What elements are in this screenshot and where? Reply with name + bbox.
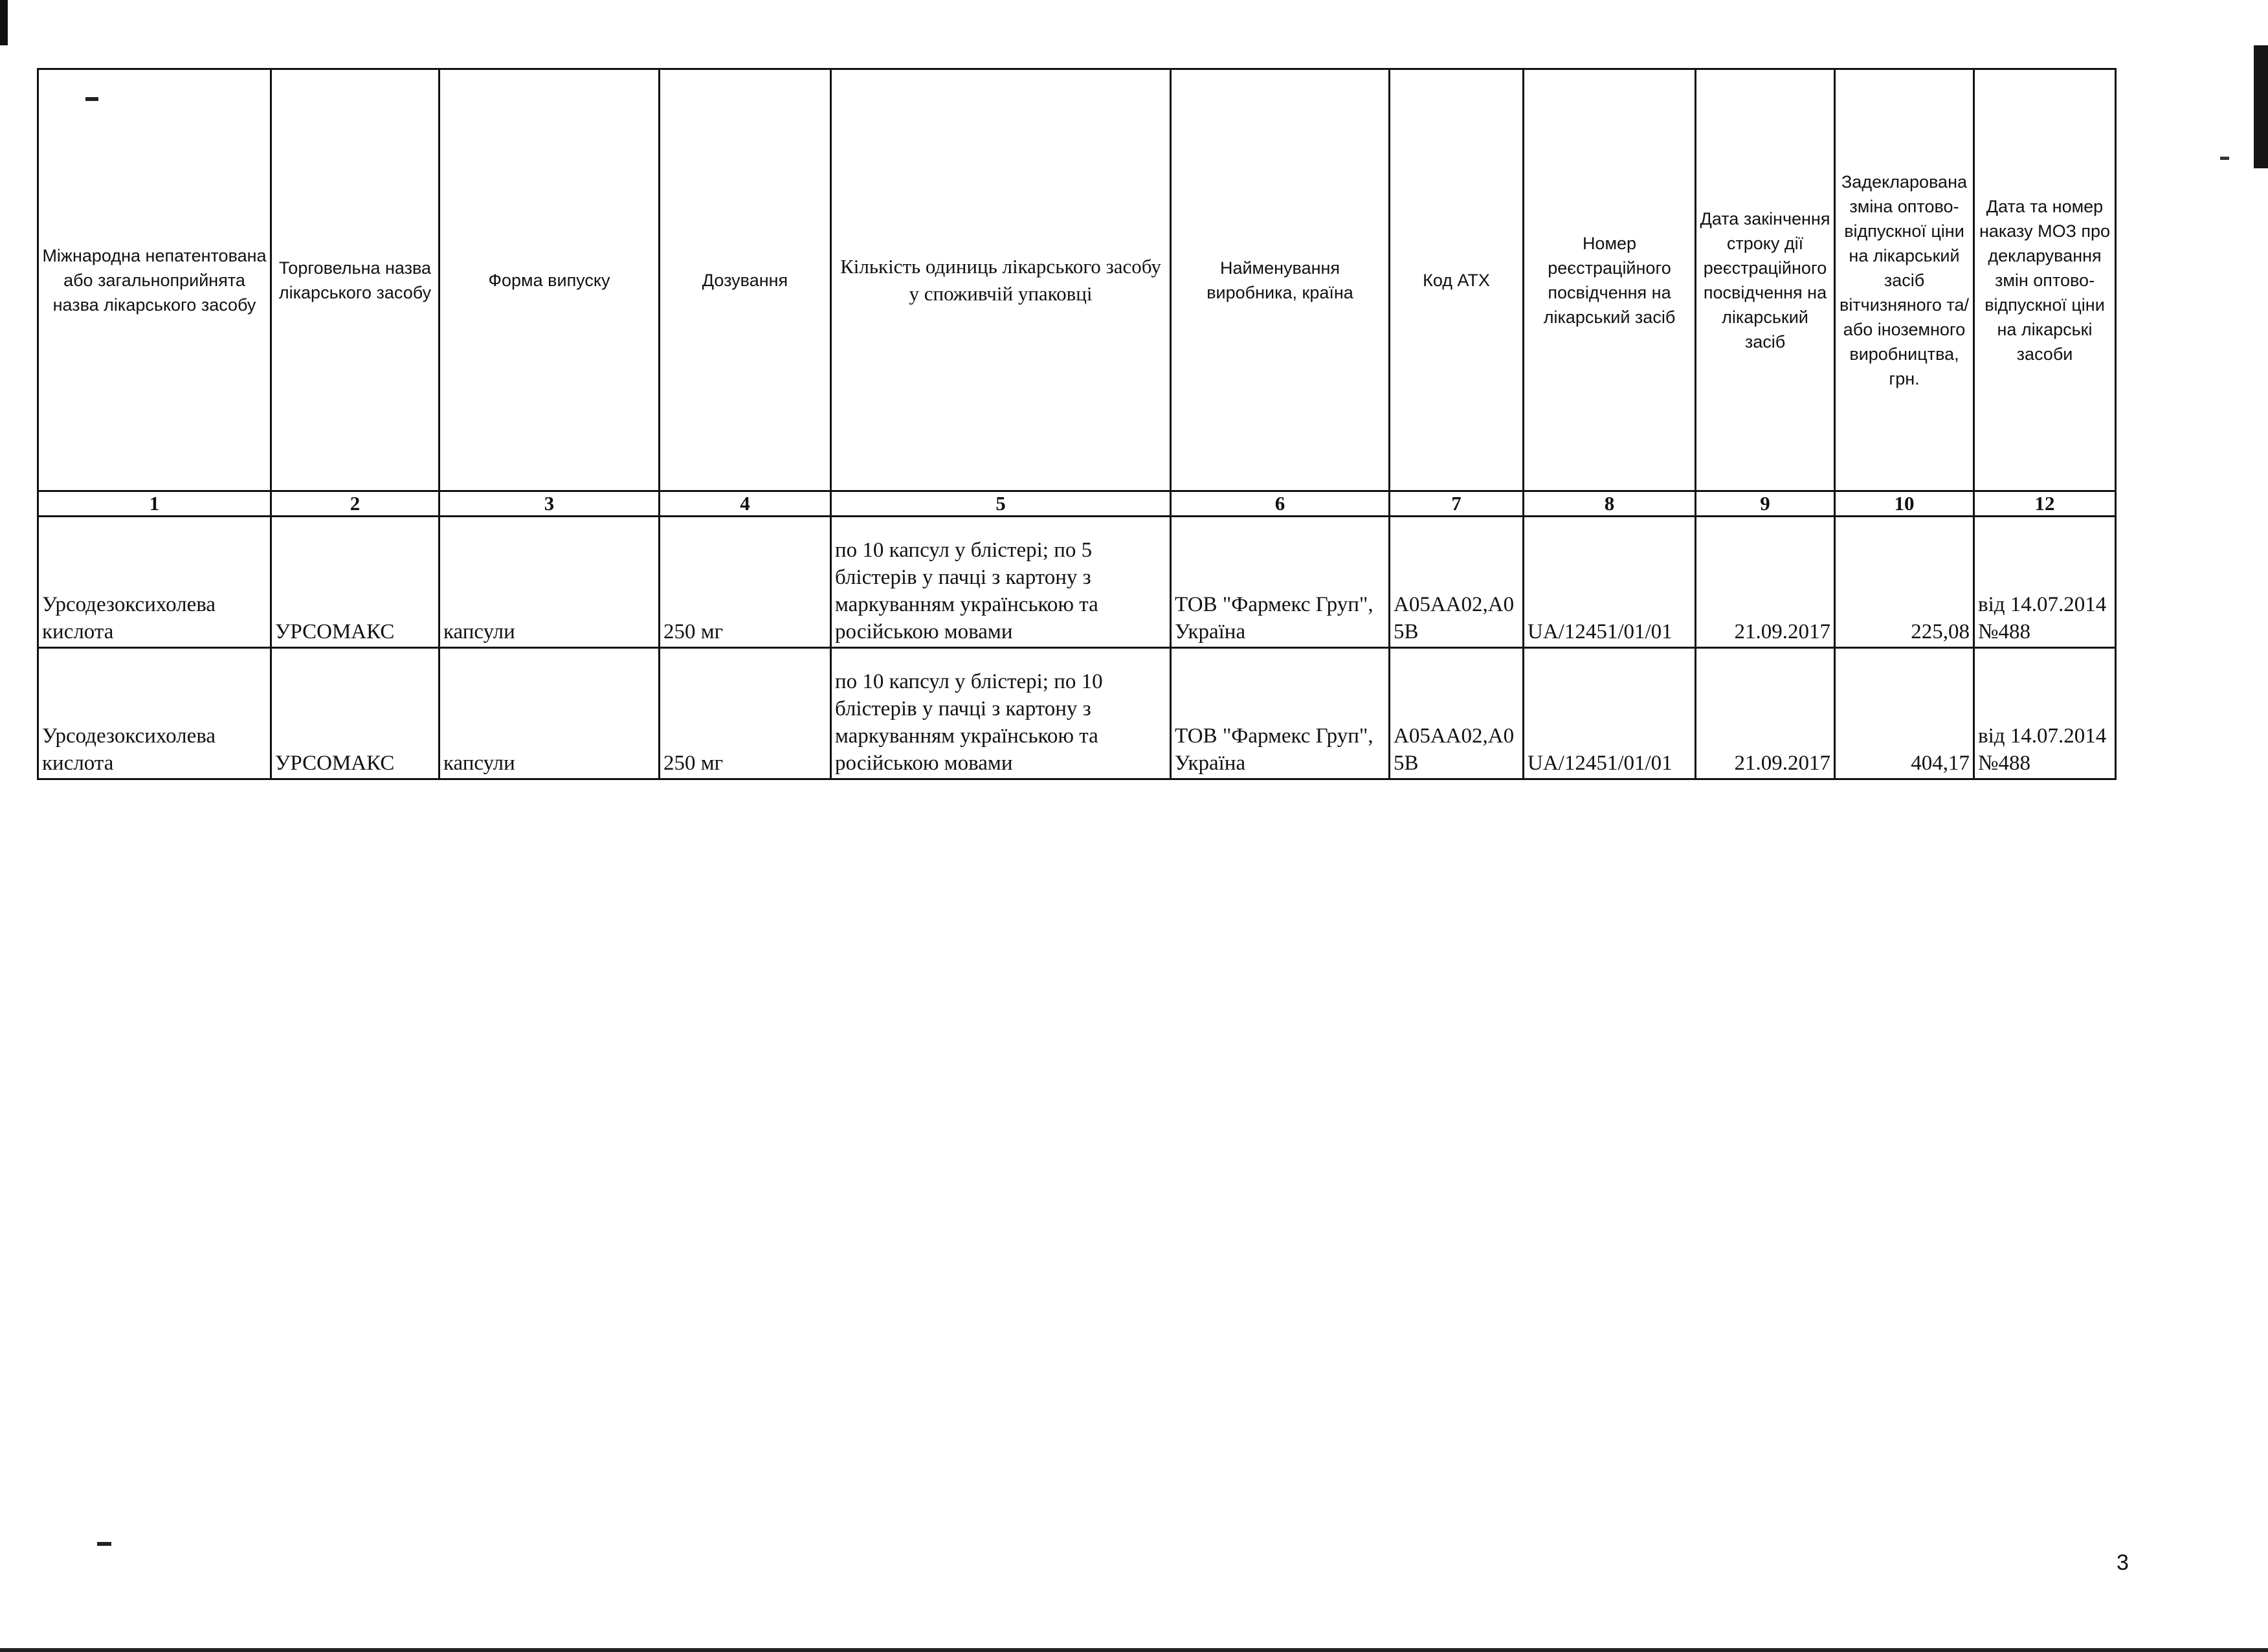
cell-trade-name: УРСОМАКС	[271, 648, 439, 779]
column-number: 6	[1171, 491, 1390, 517]
cell-order-date: від 14.07.2014 №488	[1974, 648, 2116, 779]
scan-edge-left	[0, 0, 8, 45]
cell-inn: Урсодезоксихолева кислота	[38, 517, 271, 648]
column-number: 5	[831, 491, 1171, 517]
header-trade-name: Торговельна назва лікарського засобу	[271, 69, 439, 491]
cell-registration-number: UA/12451/01/01	[1524, 517, 1696, 648]
cell-atc-code: A05AA02,A05B	[1390, 517, 1524, 648]
cell-expiry-date: 21.09.2017	[1696, 648, 1835, 779]
page-number: 3	[2117, 1550, 2129, 1575]
table-row	[38, 517, 2116, 648]
column-number: 9	[1696, 491, 1835, 517]
drug-price-table	[37, 68, 2117, 780]
header-inn: Міжнародна непатентована або загальноприйнята назва лікарського засобу	[38, 69, 271, 491]
cell-trade-name: УРСОМАКС	[271, 517, 439, 648]
column-number-row	[38, 491, 2116, 517]
header-declared-price: Задекларована зміна оптово-відпускної ціни на лікарський засіб вітчизняного та/або іноземного виробництва, грн.	[1835, 69, 1974, 491]
cell-form: капсули	[439, 648, 660, 779]
column-number: 2	[271, 491, 439, 517]
scan-mark	[97, 1542, 111, 1546]
header-expiry-date: Дата закінчення строку дії реєстраційного посвідчення на лікарський засіб	[1696, 69, 1835, 491]
cell-manufacturer: ТОВ "Фармекс Груп", Україна	[1171, 517, 1390, 648]
cell-dosage: 250 мг	[660, 648, 831, 779]
cell-pack-quantity: по 10 капсул у блістері; по 5 блістерів у пачці з картону з маркуванням українською та російською мовами	[831, 517, 1171, 648]
column-number: 8	[1524, 491, 1696, 517]
column-number: 3	[439, 491, 660, 517]
header-row	[38, 69, 2116, 491]
header-manufacturer: Найменування виробника, країна	[1171, 69, 1390, 491]
cell-form: капсули	[439, 517, 660, 648]
table-row	[38, 648, 2116, 779]
header-form: Форма випуску	[439, 69, 660, 491]
header-dosage: Дозування	[660, 69, 831, 491]
column-number: 10	[1835, 491, 1974, 517]
scan-edge-bottom	[0, 1648, 2268, 1652]
column-number: 12	[1974, 491, 2116, 517]
cell-manufacturer: ТОВ "Фармекс Груп", Україна	[1171, 648, 1390, 779]
header-order-date: Дата та номер наказу МОЗ про декларування змін оптово-відпускної ціни на лікарські засоби	[1974, 69, 2116, 491]
scan-edge-right	[2254, 45, 2268, 168]
scan-mark	[2220, 157, 2229, 160]
cell-pack-quantity: по 10 капсул у блістері; по 10 блістерів у пачці з картону з маркуванням українською та російською мовами	[831, 648, 1171, 779]
cell-declared-price: 404,17	[1835, 648, 1974, 779]
column-number: 1	[38, 491, 271, 517]
cell-atc-code: A05AA02,A05B	[1390, 648, 1524, 779]
cell-declared-price: 225,08	[1835, 517, 1974, 648]
cell-inn: Урсодезоксихолева кислота	[38, 648, 271, 779]
cell-expiry-date: 21.09.2017	[1696, 517, 1835, 648]
header-registration-number: Номер реєстраційного посвідчення на лікарський засіб	[1524, 69, 1696, 491]
cell-dosage: 250 мг	[660, 517, 831, 648]
column-number: 4	[660, 491, 831, 517]
header-atc-code: Код АТХ	[1390, 69, 1524, 491]
cell-registration-number: UA/12451/01/01	[1524, 648, 1696, 779]
header-pack-quantity: Кількість одиниць лікарського засобу у споживчій упаковці	[831, 69, 1171, 491]
cell-order-date: від 14.07.2014 №488	[1974, 517, 2116, 648]
column-number: 7	[1390, 491, 1524, 517]
